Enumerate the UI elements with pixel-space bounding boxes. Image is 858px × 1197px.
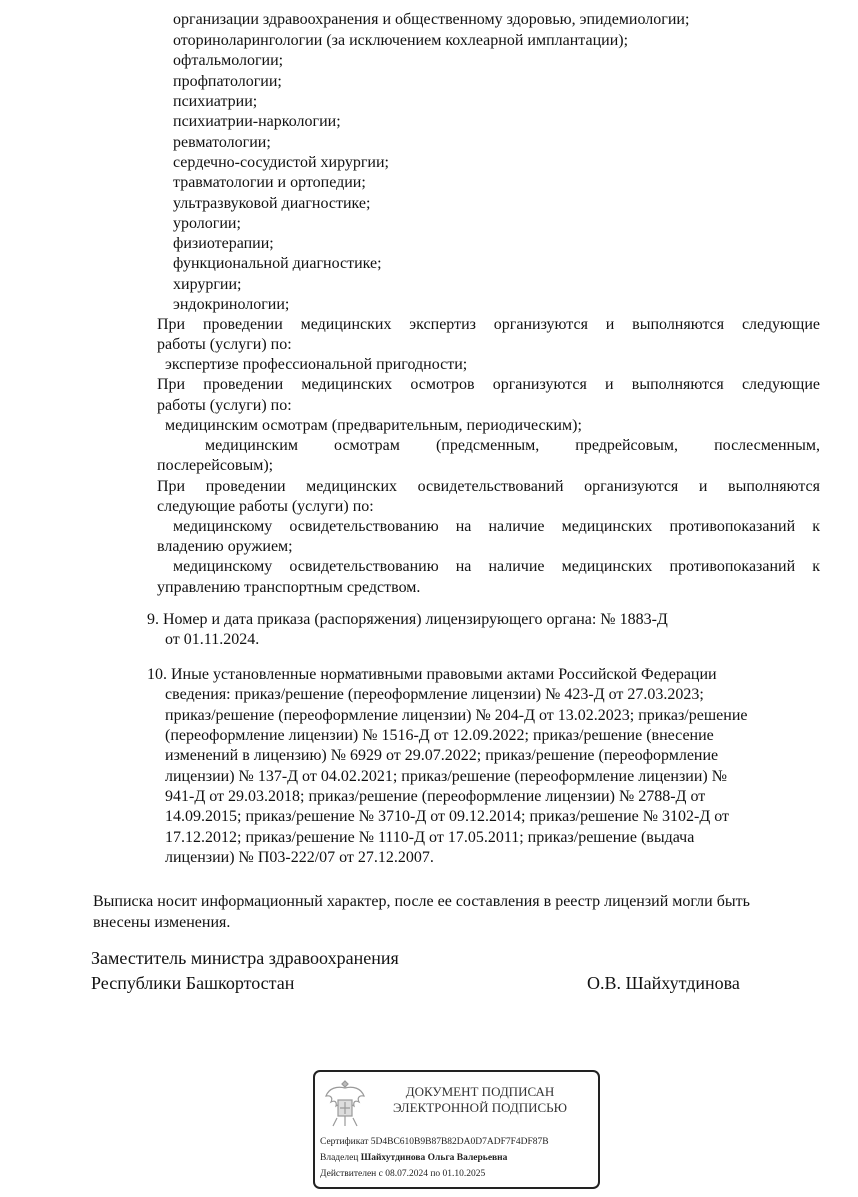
list-item: психиатрии-наркологии; [173, 113, 341, 130]
section-10-line: 941-Д от 29.03.2018; приказ/решение (переоформление лицензии) № 2788-Д от [165, 788, 706, 805]
expertise-intro: При проведении медицинских экспертиз организуются и выполняются следующие [157, 316, 820, 333]
electronic-signature-stamp [313, 1070, 600, 1189]
examinations-item: медицинским осмотрам (предварительным, периодическим); [165, 417, 582, 434]
list-item: ревматологии; [173, 134, 271, 151]
signature-title-line: ДОКУМЕНТ ПОДПИСАН [405, 1084, 555, 1099]
signatory-region: Республики Башкортостан [91, 973, 295, 993]
certifications-intro-cont: следующие работы (услуги) по: [157, 498, 374, 515]
list-item: ультразвуковой диагностике; [173, 195, 371, 212]
russian-coat-of-arms-icon [323, 1078, 367, 1130]
section-10-line: изменений в лицензию) № 6929 от 29.07.2022; приказ/решение (переоформление [165, 747, 719, 764]
signature-title [375, 1084, 585, 1116]
section-10: 10. Иные установленные нормативными правовыми актами Российской Федерации [147, 666, 717, 683]
certifications-item-cont: управлению транспортным средством. [157, 579, 421, 596]
expertise-intro-cont: работы (услуги) по: [157, 336, 292, 353]
section-10-line: (переоформление лицензии) № 1516-Д от 12.09.2022; приказ/решение (внесение [165, 727, 714, 744]
list-item: функциональной диагностике; [173, 255, 382, 272]
certifications-item: медицинскому освидетельствованию на наличие медицинских противопоказаний к [173, 518, 820, 535]
list-item: хирургии; [173, 276, 242, 293]
certifications-item-cont: владению оружием; [157, 538, 293, 555]
list-item: сердечно-сосудистой хирургии; [173, 154, 389, 171]
certificate-line [320, 1136, 549, 1148]
examinations-item-cont: послерейсовым); [157, 457, 274, 474]
expertise-item: экспертизе профессиональной пригодности; [165, 356, 468, 373]
validity-line: Действителен с 08.07.2024 по 01.10.2025 [320, 1169, 486, 1179]
section-9-cont: от 01.11.2024. [165, 631, 260, 648]
list-item: оториноларингологии (за исключением кохлеарной имплантации); [173, 32, 629, 49]
info-note: Выписка носит информационный характер, после ее составления в реестр лицензий могли быть [93, 893, 750, 910]
list-item: психиатрии; [173, 93, 258, 110]
signatory-position: Заместитель министра здравоохранения [91, 948, 399, 968]
list-item: урологии; [173, 215, 241, 232]
info-note-cont: внесены изменения. [93, 914, 231, 931]
examinations-intro-cont: работы (услуги) по: [157, 397, 292, 414]
section-9: 9. Номер и дата приказа (распоряжения) лицензирующего органа: № 1883-Д [147, 611, 668, 628]
signature-title-line: ЭЛЕКТРОННОЙ ПОДПИСЬЮ [393, 1100, 567, 1115]
owner-label: Владелец [320, 1153, 359, 1163]
section-10-line: 14.09.2015; приказ/решение № 3710-Д от 09.12.2014; приказ/решение № 3102-Д от [165, 808, 730, 825]
owner-name: Шайхутдинова Ольга Валерьевна [360, 1153, 508, 1163]
certifications-intro: При проведении медицинских освидетельствований организуются и выполняются [157, 478, 820, 495]
list-item: физиотерапии; [173, 235, 274, 252]
owner-line [320, 1152, 507, 1164]
list-item: организации здравоохранения и общественному здоровью, эпидемиологии; [173, 11, 690, 28]
section-10-line: лицензии) № П03-222/07 от 27.12.2007. [165, 849, 434, 866]
section-10-line: 17.12.2012; приказ/решение № 1110-Д от 17.05.2011; приказ/решение (выдача [165, 829, 695, 846]
signatory-name: О.В. Шайхутдинова [587, 973, 740, 993]
list-item: офтальмологии; [173, 52, 284, 69]
section-10-line: сведения: приказ/решение (переоформление лицензии) № 423-Д от 27.03.2023; [165, 686, 704, 703]
section-10-line: лицензии) № 137-Д от 04.02.2021; приказ/решение (переоформление лицензии) № [165, 768, 728, 785]
examinations-item: медицинским осмотрам (предсменным, предрейсовым, послесменным, [205, 437, 820, 454]
list-item: травматологии и ортопедии; [173, 174, 366, 191]
list-item: эндокринологии; [173, 296, 290, 313]
certifications-item: медицинскому освидетельствованию на наличие медицинских противопоказаний к [173, 558, 820, 575]
certificate-label: Сертификат [320, 1137, 369, 1147]
list-item: профпатологии; [173, 73, 282, 90]
section-10-line: приказ/решение (переоформление лицензии) № 204-Д от 13.02.2023; приказ/решение [165, 707, 748, 724]
certificate-number: 5D4BC610B9B87B82DA0D7ADF7F4DF87B [370, 1137, 549, 1147]
examinations-intro: При проведении медицинских осмотров организуются и выполняются следующие [157, 376, 820, 393]
